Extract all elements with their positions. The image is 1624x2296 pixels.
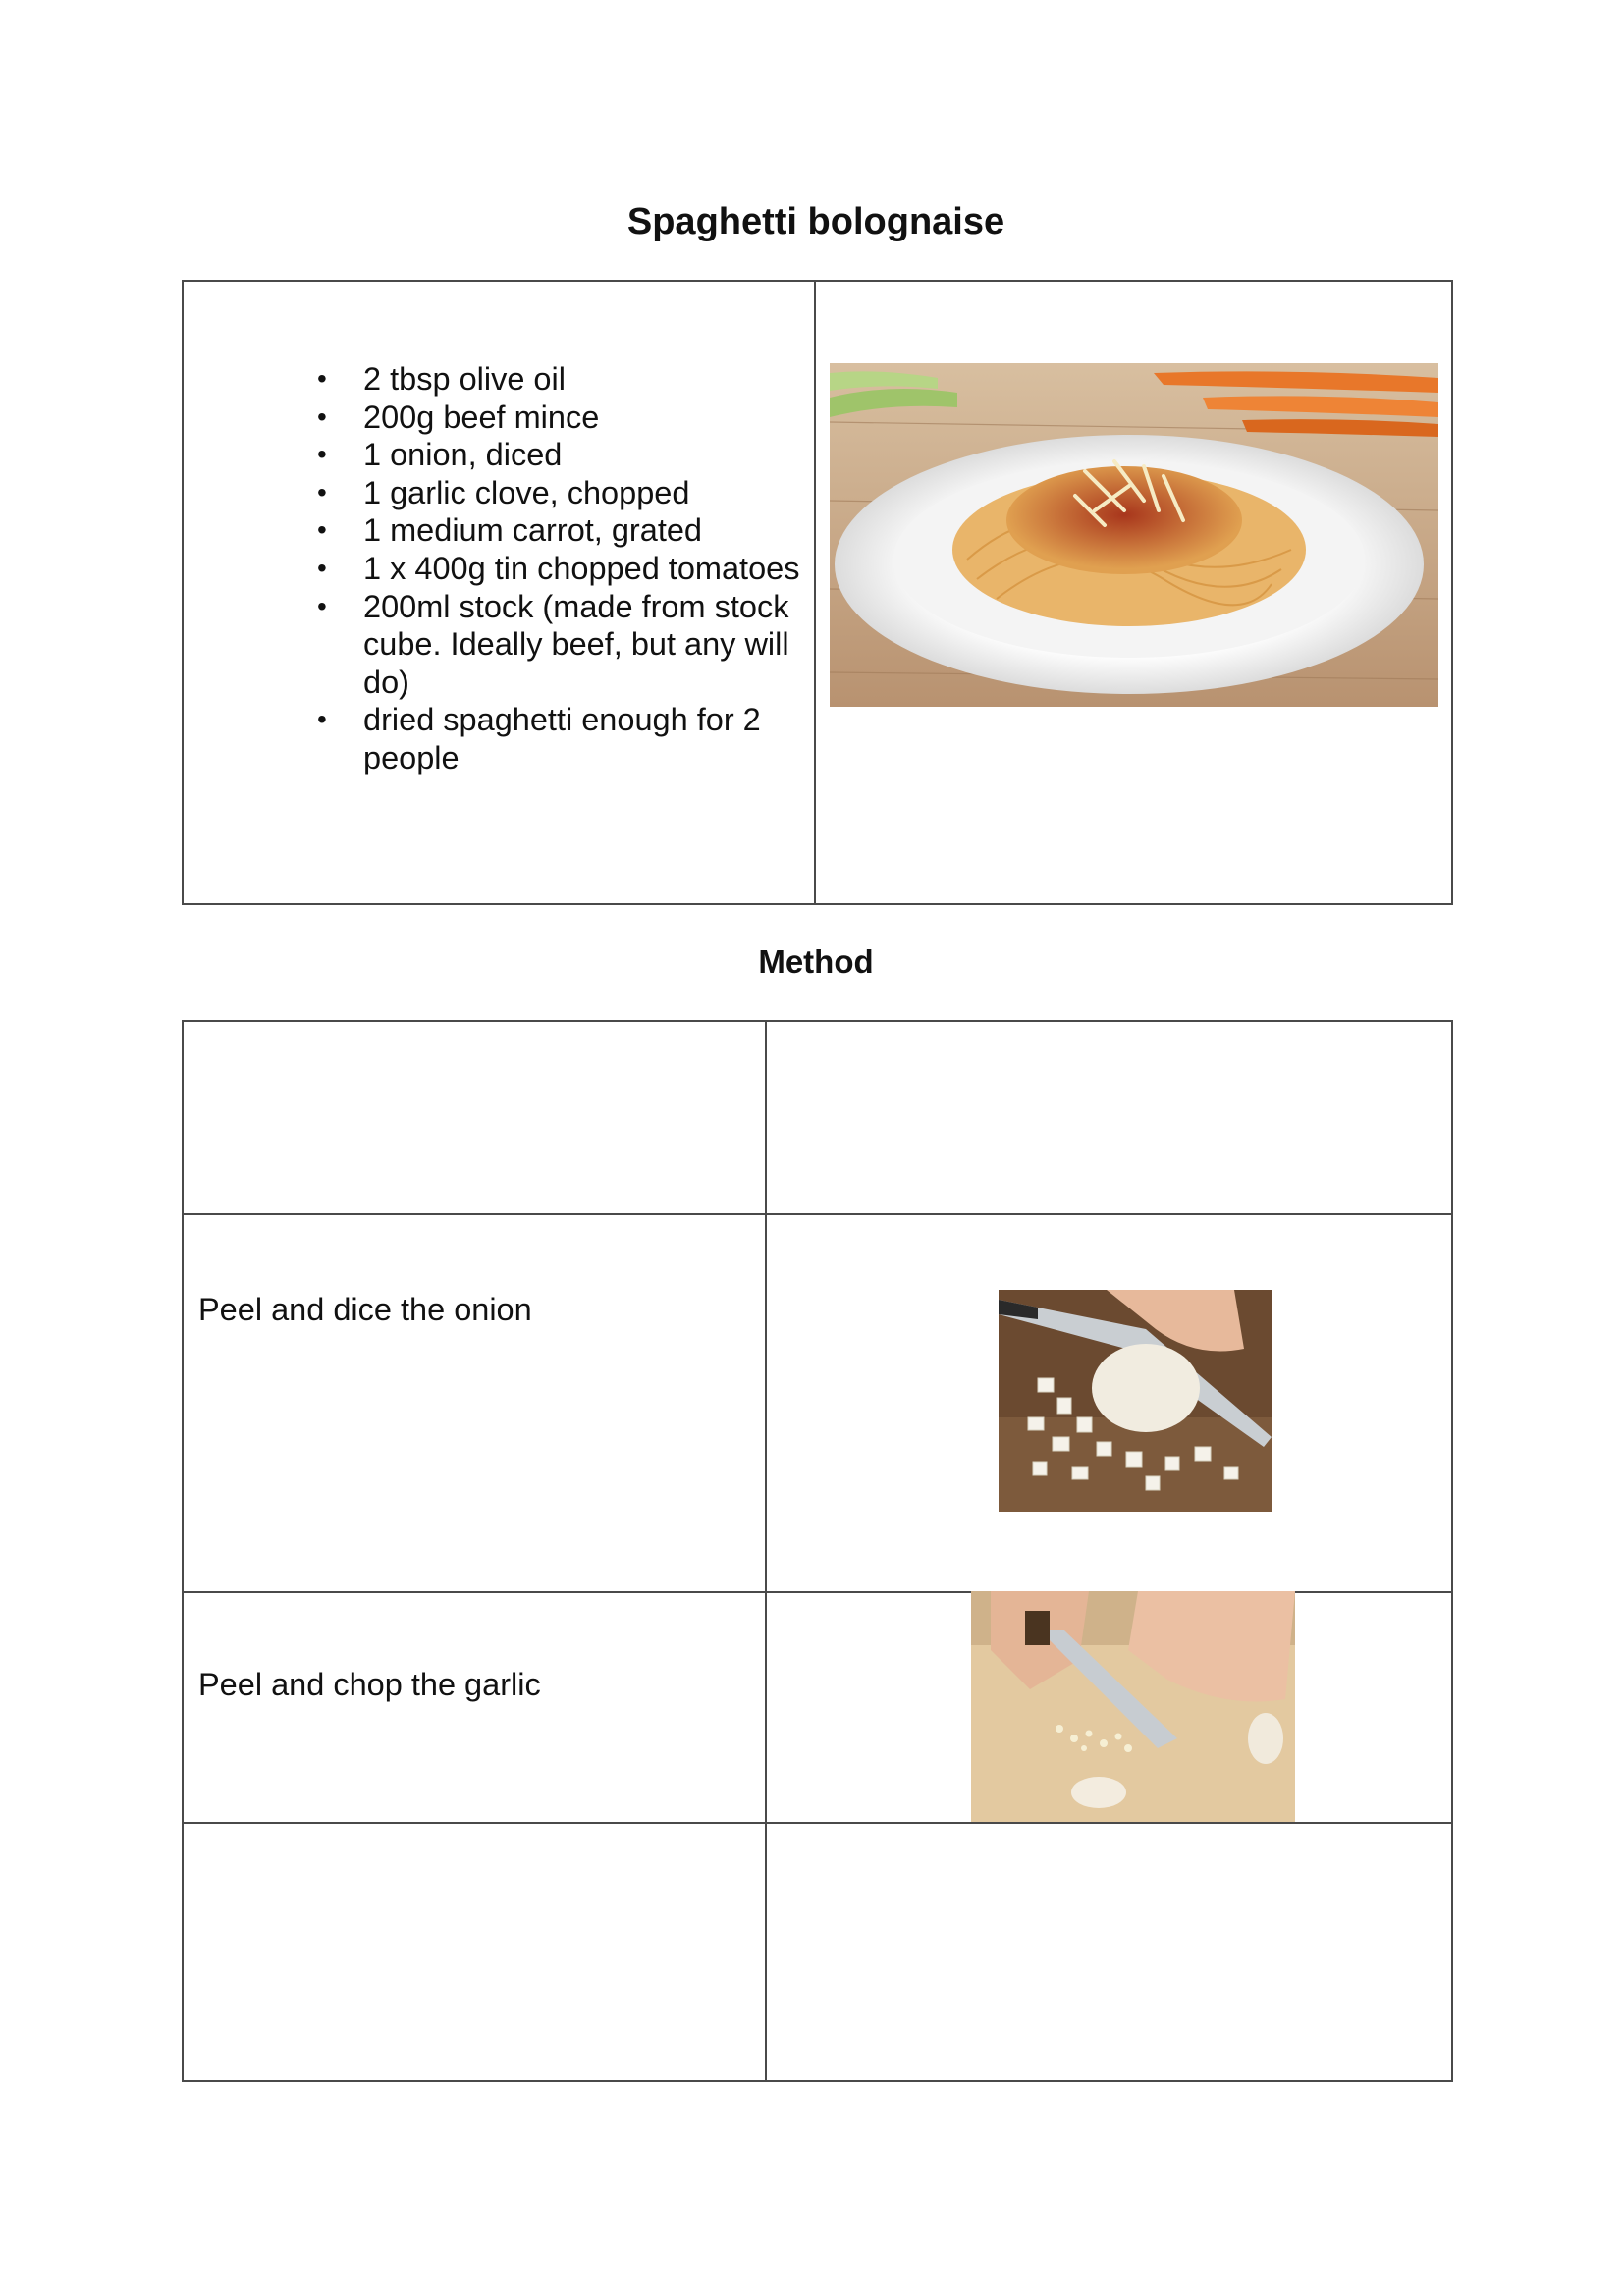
row-divider xyxy=(184,1822,1451,1824)
spaghetti-dish-photo xyxy=(830,363,1438,707)
table-divider xyxy=(814,282,816,903)
recipe-title: Spaghetti bolognaise xyxy=(626,201,1005,242)
ingredient-item: • 2 tbsp olive oil xyxy=(250,360,800,399)
method-heading: Method xyxy=(758,943,874,980)
chopping-garlic-photo xyxy=(971,1591,1295,1822)
ingredient-item: • dried spaghetti enough for 2 people xyxy=(250,701,800,776)
ingredient-item: • 200g beef mince xyxy=(250,399,800,437)
method-step-text: Peel and dice the onion xyxy=(198,1292,532,1327)
ingredient-item: • 1 garlic clove, chopped xyxy=(250,474,800,512)
ingredient-item: • 200ml stock (made from stock cube. Ideally beef, but any will do) xyxy=(250,588,800,702)
ingredient-item: • 1 medium carrot, grated xyxy=(250,511,800,550)
ingredients-table xyxy=(182,280,1453,905)
row-divider xyxy=(184,1213,1451,1215)
ingredient-item: • 1 onion, diced xyxy=(250,436,800,474)
ingredients-list xyxy=(250,360,800,777)
table-divider xyxy=(765,1022,767,2080)
dicing-onion-photo xyxy=(999,1290,1272,1512)
method-table xyxy=(182,1020,1453,2082)
method-step-text: Peel and chop the garlic xyxy=(198,1667,541,1702)
ingredient-item: • 1 x 400g tin chopped tomatoes xyxy=(250,550,800,588)
